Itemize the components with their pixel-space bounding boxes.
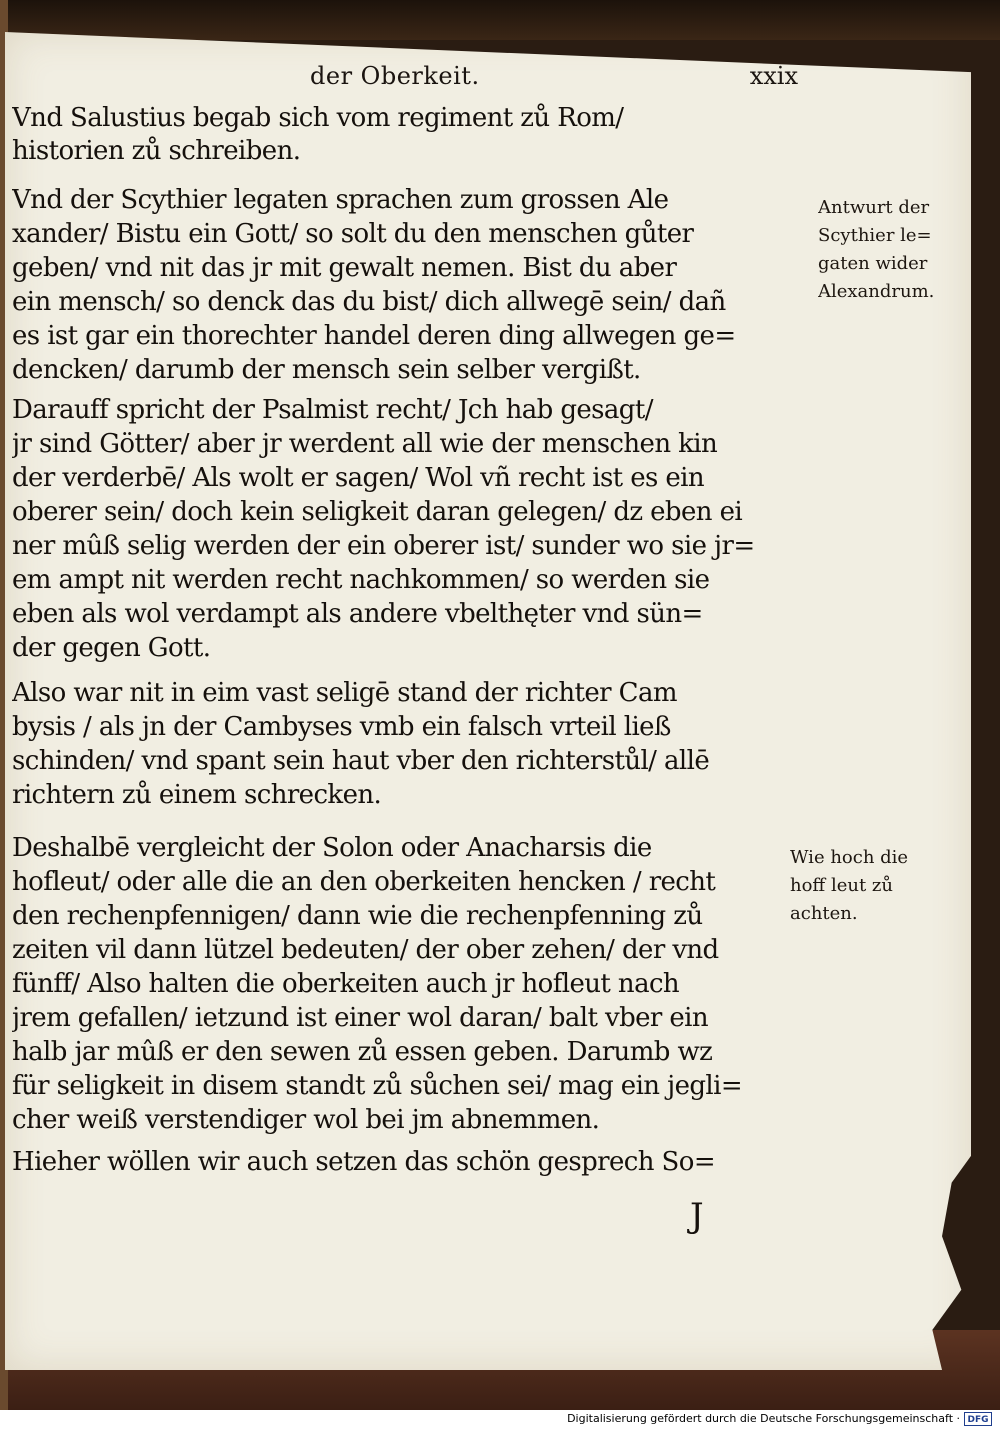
footer-bar (0, 1410, 1000, 1429)
margin-note-line: achten. (790, 903, 858, 924)
margin-note-line: Scythier le= (818, 225, 932, 246)
text-line: jrem gefallen/ ietzund ist einer wol daran/ balt vber ein (12, 1003, 709, 1033)
text-line: der verderbē/ Als wolt er sagen/ Wol vñ recht ist es ein (12, 463, 705, 493)
text-line: em ampt nit werden recht nachkommen/ so werden sie (12, 565, 710, 595)
text-line: xander/ Bistu ein Gott/ so solt du den menschen gůter (12, 219, 694, 249)
folio-number: xxix (749, 62, 798, 90)
text-line: Vnd Salustius begab sich vom regiment zů Rom/ (12, 103, 624, 133)
text-line: Deshalbē vergleicht der Solon oder Anacharsis die (12, 833, 652, 863)
text-line: es ist gar ein thorechter handel deren ding allwegen ge= (12, 321, 736, 351)
text-line: Darauff spricht der Psalmist recht/ Jch hab gesagt/ (12, 395, 653, 425)
text-line: für seligkeit in disem standt zů sůchen sei/ mag ein jegli= (12, 1071, 743, 1101)
text-line: oberer sein/ doch kein seligkeit daran gelegen/ dz eben ei (12, 497, 743, 527)
text-line: bysis / als jn der Cambyses vmb ein falsch vrteil ließ (12, 712, 671, 742)
text-line: geben/ vnd nit das jr mit gewalt nemen. Bist du aber (12, 253, 677, 283)
text-line: dencken/ darumb der mensch sein selber vergißt. (12, 355, 641, 385)
running-head: der Oberkeit. (310, 62, 480, 90)
text-line: schinden/ vnd spant sein haut vber den richterstůl/ allē (12, 746, 710, 776)
text-line: ein mensch/ so denck das du bist/ dich allwegē sein/ dañ (12, 287, 726, 317)
margin-note-line: hoff leut zů (790, 875, 893, 896)
text-line: ner mûß selig werden der ein oberer ist/ sunder wo sie jr= (12, 531, 755, 561)
text-line: Vnd der Scythier legaten sprachen zum grossen Ale (12, 185, 669, 215)
text-line: jr sind Götter/ aber jr werdent all wie der menschen kin (12, 429, 718, 459)
text-line: fünff/ Also halten die oberkeiten auch jr hofleut nach (12, 969, 680, 999)
signature-mark: J (690, 1196, 704, 1236)
text-line: eben als wol verdampt als andere vbelthęter vnd sün= (12, 599, 703, 629)
margin-note-line: Alexandrum. (818, 281, 935, 302)
text-line: historien zů schreiben. (12, 136, 301, 166)
text-line: hofleut/ oder alle die an den oberkeiten hencken / recht (12, 867, 716, 897)
text-line: Hieher wöllen wir auch setzen das schön gesprech So= (12, 1147, 716, 1177)
funding-credit: Digitalisierung gefördert durch die Deutsche Forschungsgemeinschaft · (567, 1412, 960, 1425)
margin-note (818, 194, 978, 306)
margin-note (790, 844, 950, 928)
margin-note-line: gaten wider (818, 253, 928, 274)
text-line: der gegen Gott. (12, 633, 211, 663)
text-line: halb jar mûß er den sewen zů essen geben. Darumb wz (12, 1037, 713, 1067)
text-line: cher weiß verstendiger wol bei jm abnemmen. (12, 1105, 600, 1135)
text-line: zeiten vil dann lützel bedeuten/ der ober zehen/ der vnd (12, 935, 719, 965)
dfg-logo: DFG (964, 1412, 992, 1426)
margin-note-line: Antwurt der (818, 197, 930, 218)
text-line: den rechenpfennigen/ dann wie die rechenpfenning zů (12, 901, 703, 931)
text-line: richtern zů einem schrecken. (12, 780, 382, 810)
margin-note-line: Wie hoch die (790, 847, 909, 868)
text-line: Also war nit in eim vast seligē stand der richter Cam (12, 678, 677, 708)
